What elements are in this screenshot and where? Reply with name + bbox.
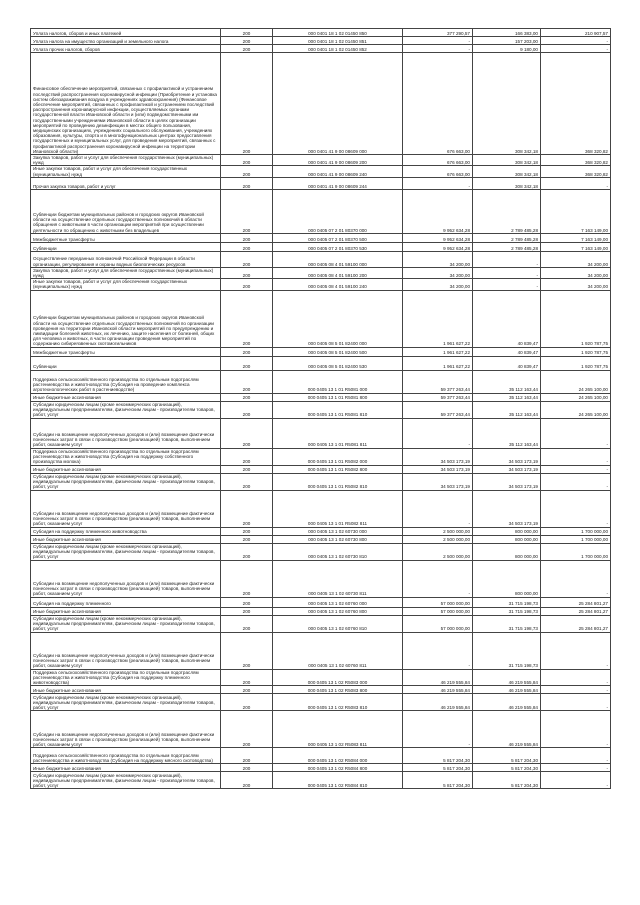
row-code: 000 0405 08 4 01 59100 000: [273, 251, 403, 267]
row-kvsr: 200: [221, 53, 273, 155]
row-executed: -: [473, 279, 541, 290]
row-code: 000 0405 13 1 01 R5081 811: [273, 418, 403, 448]
row-code: 000 0405 13 1 01 R5081 800: [273, 393, 403, 401]
row-kvsr: 200: [221, 393, 273, 401]
row-executed: -: [473, 251, 541, 267]
row-name: Уплата налогов, сборов и иных платежей: [31, 29, 221, 37]
budget-table-page: [30, 28, 610, 789]
row-approved: 377 290,57: [403, 29, 473, 37]
row-executed: -: [473, 267, 541, 278]
row-code: 000 0405 13 1 02 R5083 810: [273, 694, 403, 711]
row-approved: 2 500 000,00: [403, 543, 473, 560]
row-remainder: 7 163 149,00: [541, 242, 611, 251]
row-approved: 1 961 627,22: [403, 356, 473, 370]
row-remainder: -: [541, 177, 611, 189]
row-executed: 35 112 163,44: [473, 393, 541, 401]
row-executed: 34 503 173,19: [473, 448, 541, 465]
row-approved: 2 500 000,00: [403, 527, 473, 535]
row-kvsr: 200: [221, 267, 273, 278]
row-kvsr: 200: [221, 45, 273, 53]
table-row: [31, 764, 611, 772]
row-kvsr: 200: [221, 711, 273, 748]
row-remainder: 368 320,82: [541, 155, 611, 166]
row-remainder: -: [541, 632, 611, 669]
row-kvsr: 200: [221, 543, 273, 560]
table-row: [31, 251, 611, 267]
row-kvsr: 200: [221, 177, 273, 189]
row-approved: -: [403, 632, 473, 669]
row-kvsr: 200: [221, 37, 273, 45]
row-remainder: 1 920 787,75: [541, 356, 611, 370]
row-kvsr: 200: [221, 615, 273, 632]
row-name: Субсидия на поддержку племенного животноводства: [31, 527, 221, 535]
row-name: Иные закупки товаров, работ и услуг для обеспечения государственных (муниципальных) нужд: [31, 166, 221, 177]
row-approved: 9 952 634,28: [403, 189, 473, 233]
row-remainder: 7 163 149,00: [541, 189, 611, 233]
row-remainder: -: [541, 669, 611, 686]
row-kvsr: 200: [221, 418, 273, 448]
row-code: 000 0405 13 1 02 R5083 800: [273, 686, 403, 694]
row-name: Осуществление переданных полномочий Российской Федерации в области организации, регулирования и охраны водных биологических ресурсов: [31, 251, 221, 267]
row-name: Уплата прочих налогов, сборов: [31, 45, 221, 53]
row-remainder: 34 200,00: [541, 267, 611, 278]
row-remainder: -: [541, 711, 611, 748]
row-code: 000 0401 18 1 02 01450 852: [273, 45, 403, 53]
table-row: [31, 490, 611, 527]
row-remainder: 1 920 787,75: [541, 347, 611, 356]
table-row: [31, 189, 611, 233]
row-code: 000 0405 13 1 02 60730 811: [273, 560, 403, 597]
row-remainder: 24 265 100,00: [541, 370, 611, 393]
row-code: 000 0401 41 9 00 08609 244: [273, 177, 403, 189]
row-name: Межбюджетные трансферты: [31, 347, 221, 356]
row-approved: -: [403, 711, 473, 748]
row-kvsr: 200: [221, 632, 273, 669]
row-name: Закупка товаров, работ и услуг для обеспечения государственных (муниципальных) нужд: [31, 267, 221, 278]
table-row: [31, 279, 611, 290]
row-kvsr: 200: [221, 490, 273, 527]
row-approved: 34 503 173,19: [403, 473, 473, 490]
row-code: 000 0405 08 4 01 59100 240: [273, 279, 403, 290]
row-code: 000 0405 07 2 01 80370 500: [273, 233, 403, 242]
budget-execution-table: [30, 28, 611, 789]
row-remainder: 368 320,82: [541, 166, 611, 177]
row-kvsr: 200: [221, 686, 273, 694]
row-name: Иные бюджетные ассигнования: [31, 535, 221, 543]
row-code: 000 0405 08 5 01 82400 530: [273, 356, 403, 370]
row-code: 000 0405 08 5 01 82400 500: [273, 347, 403, 356]
row-executed: 800 000,00: [473, 560, 541, 597]
row-approved: 1 961 627,22: [403, 290, 473, 347]
table-row: [31, 242, 611, 251]
row-approved: 5 817 204,30: [403, 748, 473, 764]
row-executed: 40 839,47: [473, 347, 541, 356]
row-code: 000 0401 18 1 02 01450 850: [273, 29, 403, 37]
row-remainder: -: [541, 418, 611, 448]
row-approved: 5 817 204,30: [403, 772, 473, 789]
row-code: 000 0405 13 1 02 60730 800: [273, 535, 403, 543]
row-remainder: 34 200,00: [541, 251, 611, 267]
row-kvsr: 200: [221, 560, 273, 597]
row-code: 000 0405 13 1 01 R5082 800: [273, 465, 403, 473]
row-remainder: -: [541, 37, 611, 45]
row-approved: 59 377 263,44: [403, 401, 473, 418]
table-row: [31, 772, 611, 789]
row-name: Субсидии юридическим лицам (кроме некоммерческих организаций), индивидуальным предпринимателям, физическим лицам - производителям товаров, работ, услуг: [31, 473, 221, 490]
row-kvsr: 200: [221, 370, 273, 393]
row-executed: 800 000,00: [473, 527, 541, 535]
row-remainder: -: [541, 686, 611, 694]
row-executed: 2 789 485,28: [473, 233, 541, 242]
row-remainder: 1 700 000,00: [541, 535, 611, 543]
table-row: [31, 535, 611, 543]
row-name: Субсидии на возмещение недополученных доходов и (или) возмещение фактически понесенных затрат в связи с производством (реализацией) товаров, выполнением работ, оказанием услуг: [31, 490, 221, 527]
row-code: 000 0405 13 1 01 R5081 810: [273, 401, 403, 418]
row-executed: 35 112 163,44: [473, 401, 541, 418]
row-name: Субвенции: [31, 242, 221, 251]
row-kvsr: 200: [221, 465, 273, 473]
row-name: Субвенции: [31, 356, 221, 370]
row-code: 000 0405 13 1 02 R5083 000: [273, 669, 403, 686]
row-approved: 676 663,00: [403, 53, 473, 155]
row-name: Уплата налога на имущество организаций и земельного налога: [31, 37, 221, 45]
row-executed: 308 342,18: [473, 177, 541, 189]
table-row: [31, 607, 611, 615]
row-remainder: 1 920 787,75: [541, 290, 611, 347]
table-row: [31, 694, 611, 711]
row-code: 000 0405 13 1 02 60760 811: [273, 632, 403, 669]
row-remainder: -: [541, 45, 611, 53]
row-kvsr: 200: [221, 155, 273, 166]
row-approved: -: [403, 418, 473, 448]
row-executed: 31 715 198,73: [473, 632, 541, 669]
row-executed: 31 715 198,73: [473, 615, 541, 632]
row-name: Поддержка сельскохозяйственного производства по отдельным подотраслям растениеводства и животноводства (Субсидия на поддержку племенного животноводства): [31, 669, 221, 686]
row-executed: 34 503 173,19: [473, 473, 541, 490]
table-row: [31, 527, 611, 535]
table-row: [31, 465, 611, 473]
row-name: Иные закупки товаров, работ и услуг для обеспечения государственных (муниципальных) нужд: [31, 279, 221, 290]
row-name: Поддержка сельскохозяйственного производства по отдельным подотраслям растениеводства и животноводства (Субсидия на проведение комплекса агротехнологических работ в растениеводстве): [31, 370, 221, 393]
table-row: [31, 448, 611, 465]
row-approved: 9 952 634,28: [403, 233, 473, 242]
row-executed: 5 817 204,30: [473, 764, 541, 772]
row-code: 000 0401 41 9 00 08609 200: [273, 155, 403, 166]
row-approved: 57 000 000,00: [403, 597, 473, 607]
row-kvsr: 200: [221, 597, 273, 607]
table-row: [31, 347, 611, 356]
row-executed: 46 219 555,84: [473, 686, 541, 694]
row-executed: 800 000,00: [473, 535, 541, 543]
row-approved: 2 500 000,00: [403, 535, 473, 543]
row-kvsr: 200: [221, 748, 273, 764]
row-executed: 40 839,47: [473, 290, 541, 347]
row-name: Финансовое обеспечение мероприятий, связанных с профилактикой и устранением последствий распространения коронавирусной инфекции (Приобретение и установка систем обеззараживания воздуха в учреждениях здравоохранения) (Финансовое обеспечение мероприятий, связанных с профилактикой и устранением последствий распространения коронавирусной инфекции, осуществляемых органами государственной власти Ивановской области и (или) подведомственными им государственными учреждениями Ивановской области в целях организации мероприятий по проведению дезинфекции в местах общего пользования, медицинских организациях, учреждениях социального обслуживания, учреждениях образования, культуры, спорта и в многофункциональных центрах предоставления государственных и муниципальных услуг, для проведения мероприятий, связанных с профилактикой распространения коронавирусной инфекции на территории Ивановской области): [31, 53, 221, 155]
row-remainder: -: [541, 560, 611, 597]
row-remainder: 25 284 801,27: [541, 615, 611, 632]
table-row: [31, 356, 611, 370]
row-kvsr: 200: [221, 764, 273, 772]
row-name: Субсидия на поддержку племенного: [31, 597, 221, 607]
row-kvsr: 200: [221, 448, 273, 465]
row-remainder: -: [541, 473, 611, 490]
row-kvsr: 200: [221, 251, 273, 267]
table-row: [31, 53, 611, 155]
row-kvsr: 200: [221, 669, 273, 686]
row-code: 000 0405 08 4 01 59100 200: [273, 267, 403, 278]
row-approved: 34 503 173,19: [403, 448, 473, 465]
table-row: [31, 748, 611, 764]
row-kvsr: 200: [221, 473, 273, 490]
row-name: Поддержка сельскохозяйственного производства по отдельным подотраслям растениеводства и животноводства (Субсидия на поддержку собственного производства молока): [31, 448, 221, 465]
row-name: Субсидии юридическим лицам (кроме некоммерческих организаций), индивидуальным предпринимателям, физическим лицам - производителям товаров, работ, услуг: [31, 543, 221, 560]
table-row: [31, 473, 611, 490]
table-row: [31, 233, 611, 242]
row-remainder: 34 200,00: [541, 279, 611, 290]
row-remainder: -: [541, 490, 611, 527]
row-name: Прочая закупка товаров, работ и услуг: [31, 177, 221, 189]
row-code: 000 0401 18 1 02 01450 851: [273, 37, 403, 45]
row-remainder: 1 700 000,00: [541, 543, 611, 560]
table-row: [31, 615, 611, 632]
row-approved: 57 000 000,00: [403, 607, 473, 615]
table-row: [31, 166, 611, 177]
row-remainder: 368 320,82: [541, 53, 611, 155]
row-code: 000 0405 13 1 01 R5082 810: [273, 473, 403, 490]
row-name: Субсидии юридическим лицам (кроме некоммерческих организаций), индивидуальным предпринимателям, физическим лицам - производителям товаров, работ, услуг: [31, 401, 221, 418]
row-code: 000 0405 13 1 02 60760 810: [273, 615, 403, 632]
row-approved: -: [403, 490, 473, 527]
row-kvsr: 200: [221, 772, 273, 789]
table-row: [31, 597, 611, 607]
row-name: Субсидии на возмещение недополученных доходов и (или) возмещение фактически понесенных затрат в связи с производством (реализацией) товаров, выполнением работ, оказанием услуг: [31, 418, 221, 448]
row-code: 000 0405 13 1 02 60760 000: [273, 597, 403, 607]
row-kvsr: 200: [221, 535, 273, 543]
row-remainder: -: [541, 465, 611, 473]
row-executed: 35 112 163,44: [473, 418, 541, 448]
row-code: 000 0405 08 5 01 82400 000: [273, 290, 403, 347]
row-approved: -: [403, 560, 473, 597]
row-kvsr: 200: [221, 356, 273, 370]
row-name: Закупка товаров, работ и услуг для обеспечения государственных (муниципальных) нужд: [31, 155, 221, 166]
row-name: Субсидии на возмещение недополученных доходов и (или) возмещение фактически понесенных затрат в связи с производством (реализацией) товаров, выполнением работ, оказанием услуг: [31, 560, 221, 597]
row-executed: 40 839,47: [473, 356, 541, 370]
row-remainder: 1 700 000,00: [541, 527, 611, 535]
row-approved: 34 200,00: [403, 251, 473, 267]
row-code: 000 0405 13 1 01 R5082 811: [273, 490, 403, 527]
row-approved: 46 219 555,84: [403, 669, 473, 686]
row-executed: 308 342,18: [473, 155, 541, 166]
row-name: Иные бюджетные ассигнования: [31, 393, 221, 401]
row-code: 000 0405 13 1 01 R5081 000: [273, 370, 403, 393]
row-approved: 676 663,00: [403, 166, 473, 177]
row-name: Субсидии на возмещение недополученных доходов и (или) возмещение фактически понесенных затрат в связи с производством (реализацией) товаров, выполнением работ, оказанием услуг: [31, 632, 221, 669]
table-row: [31, 711, 611, 748]
row-remainder: 210 907,57: [541, 29, 611, 37]
row-name: Субсидии юридическим лицам (кроме некоммерческих организаций), индивидуальным предпринимателям, физическим лицам - производителям товаров, работ, услуг: [31, 772, 221, 789]
row-executed: 31 715 198,73: [473, 597, 541, 607]
row-executed: 308 342,18: [473, 166, 541, 177]
row-kvsr: 200: [221, 401, 273, 418]
row-approved: 9 952 634,28: [403, 242, 473, 251]
row-code: 000 0405 13 1 02 R5084 800: [273, 764, 403, 772]
table-row: [31, 45, 611, 53]
row-remainder: -: [541, 772, 611, 789]
row-name: Субсидии на возмещение недополученных доходов и (или) возмещение фактически понесенных затрат в связи с производством (реализацией) товаров, выполнением работ, оказанием услуг: [31, 711, 221, 748]
row-kvsr: 200: [221, 166, 273, 177]
row-approved: 46 219 555,84: [403, 694, 473, 711]
row-code: 000 0405 13 1 02 R5084 810: [273, 772, 403, 789]
table-row: [31, 686, 611, 694]
table-row: [31, 393, 611, 401]
row-executed: 2 789 485,28: [473, 242, 541, 251]
row-name: Иные бюджетные ассигнования: [31, 607, 221, 615]
row-code: 000 0401 41 9 00 08609 000: [273, 53, 403, 155]
row-code: 000 0405 13 1 02 R5084 000: [273, 748, 403, 764]
row-code: 000 0405 13 1 02 R5083 811: [273, 711, 403, 748]
row-kvsr: 200: [221, 694, 273, 711]
row-remainder: 25 284 801,27: [541, 607, 611, 615]
row-approved: -: [403, 45, 473, 53]
row-approved: 57 000 000,00: [403, 615, 473, 632]
row-remainder: -: [541, 764, 611, 772]
table-row: [31, 560, 611, 597]
row-executed: 46 219 555,84: [473, 669, 541, 686]
row-approved: -: [403, 37, 473, 45]
row-code: 000 0405 07 2 01 80370 000: [273, 189, 403, 233]
row-approved: 34 200,00: [403, 267, 473, 278]
row-remainder: 25 284 801,27: [541, 597, 611, 607]
row-executed: 35 112 163,44: [473, 370, 541, 393]
table-row: [31, 632, 611, 669]
row-approved: 46 219 555,84: [403, 686, 473, 694]
table-row: [31, 370, 611, 393]
table-row: [31, 401, 611, 418]
row-kvsr: 200: [221, 347, 273, 356]
row-remainder: 7 163 149,00: [541, 233, 611, 242]
row-approved: 5 817 204,30: [403, 764, 473, 772]
row-kvsr: 200: [221, 290, 273, 347]
row-approved: 676 663,00: [403, 155, 473, 166]
row-executed: 2 789 485,28: [473, 189, 541, 233]
table-row: [31, 29, 611, 37]
table-row: [31, 155, 611, 166]
table-row: [31, 177, 611, 189]
row-name: Поддержка сельскохозяйственного производства по отдельным подотраслям растениеводства и животноводства (Субсидия на поддержку мясного скотоводства): [31, 748, 221, 764]
row-name: Субсидии юридическим лицам (кроме некоммерческих организаций), индивидуальным предпринимателям, физическим лицам - производителям товаров, работ, услуг: [31, 615, 221, 632]
row-name: Субсидии юридическим лицам (кроме некоммерческих организаций), индивидуальным предпринимателям, физическим лицам - производителям товаров, работ, услуг: [31, 694, 221, 711]
row-executed: 157 203,00: [473, 37, 541, 45]
row-remainder: 24 265 100,00: [541, 393, 611, 401]
table-body: [31, 29, 611, 789]
table-row: [31, 37, 611, 45]
table-row: [31, 418, 611, 448]
row-kvsr: 200: [221, 233, 273, 242]
row-code: 000 0405 13 1 02 60730 810: [273, 543, 403, 560]
row-executed: 166 383,00: [473, 29, 541, 37]
row-executed: 46 219 555,84: [473, 711, 541, 748]
row-approved: 1 961 627,22: [403, 347, 473, 356]
row-executed: 34 503 173,19: [473, 465, 541, 473]
table-row: [31, 543, 611, 560]
row-remainder: -: [541, 694, 611, 711]
row-code: 000 0405 13 1 01 R5082 000: [273, 448, 403, 465]
row-approved: 34 503 173,19: [403, 465, 473, 473]
row-kvsr: 200: [221, 527, 273, 535]
row-kvsr: 200: [221, 29, 273, 37]
row-name: Иные бюджетные ассигнования: [31, 465, 221, 473]
row-code: 000 0405 13 1 02 60730 000: [273, 527, 403, 535]
row-code: 000 0405 13 1 02 60760 800: [273, 607, 403, 615]
row-executed: 31 715 198,73: [473, 607, 541, 615]
row-approved: 59 377 263,44: [403, 393, 473, 401]
row-code: 000 0405 07 2 01 80370 530: [273, 242, 403, 251]
row-executed: 34 503 173,19: [473, 490, 541, 527]
row-kvsr: 200: [221, 242, 273, 251]
row-remainder: 24 265 100,00: [541, 401, 611, 418]
table-row: [31, 290, 611, 347]
row-name: Межбюджетные трансферты: [31, 233, 221, 242]
row-kvsr: 200: [221, 279, 273, 290]
row-kvsr: 200: [221, 189, 273, 233]
row-executed: 9 180,00: [473, 45, 541, 53]
row-name: Иные бюджетные ассигнования: [31, 764, 221, 772]
row-remainder: -: [541, 448, 611, 465]
row-executed: 800 000,00: [473, 543, 541, 560]
row-name: Субвенции бюджетам муниципальных районов и городских округов Ивановской области на осуществление отдельных государственных полномочий в области обращения с животными в части организации мероприятий при осуществлении деятельности по обращению с животными без владельцев: [31, 189, 221, 233]
row-executed: 5 817 204,30: [473, 772, 541, 789]
row-name: Субвенции бюджетам муниципальных районов и городских округов Ивановской области на осуществление отдельных государственных полномочий по организации проведения на территории Ивановской области мероприятий по предупреждению и ликвидации болезней животных, их лечению, защите населения от болезней, общих для человека и животных, в части организации проведения мероприятий по содержанию сибиреязвенных скотомогильников: [31, 290, 221, 347]
table-row: [31, 669, 611, 686]
row-approved: 59 377 263,44: [403, 370, 473, 393]
row-executed: 5 817 204,30: [473, 748, 541, 764]
row-remainder: -: [541, 748, 611, 764]
row-name: Иные бюджетные ассигнования: [31, 686, 221, 694]
row-executed: 308 342,18: [473, 53, 541, 155]
row-executed: 46 219 555,84: [473, 694, 541, 711]
table-row: [31, 267, 611, 278]
row-code: 000 0401 41 9 00 08609 240: [273, 166, 403, 177]
row-kvsr: 200: [221, 607, 273, 615]
row-approved: 34 200,00: [403, 279, 473, 290]
row-approved: -: [403, 177, 473, 189]
